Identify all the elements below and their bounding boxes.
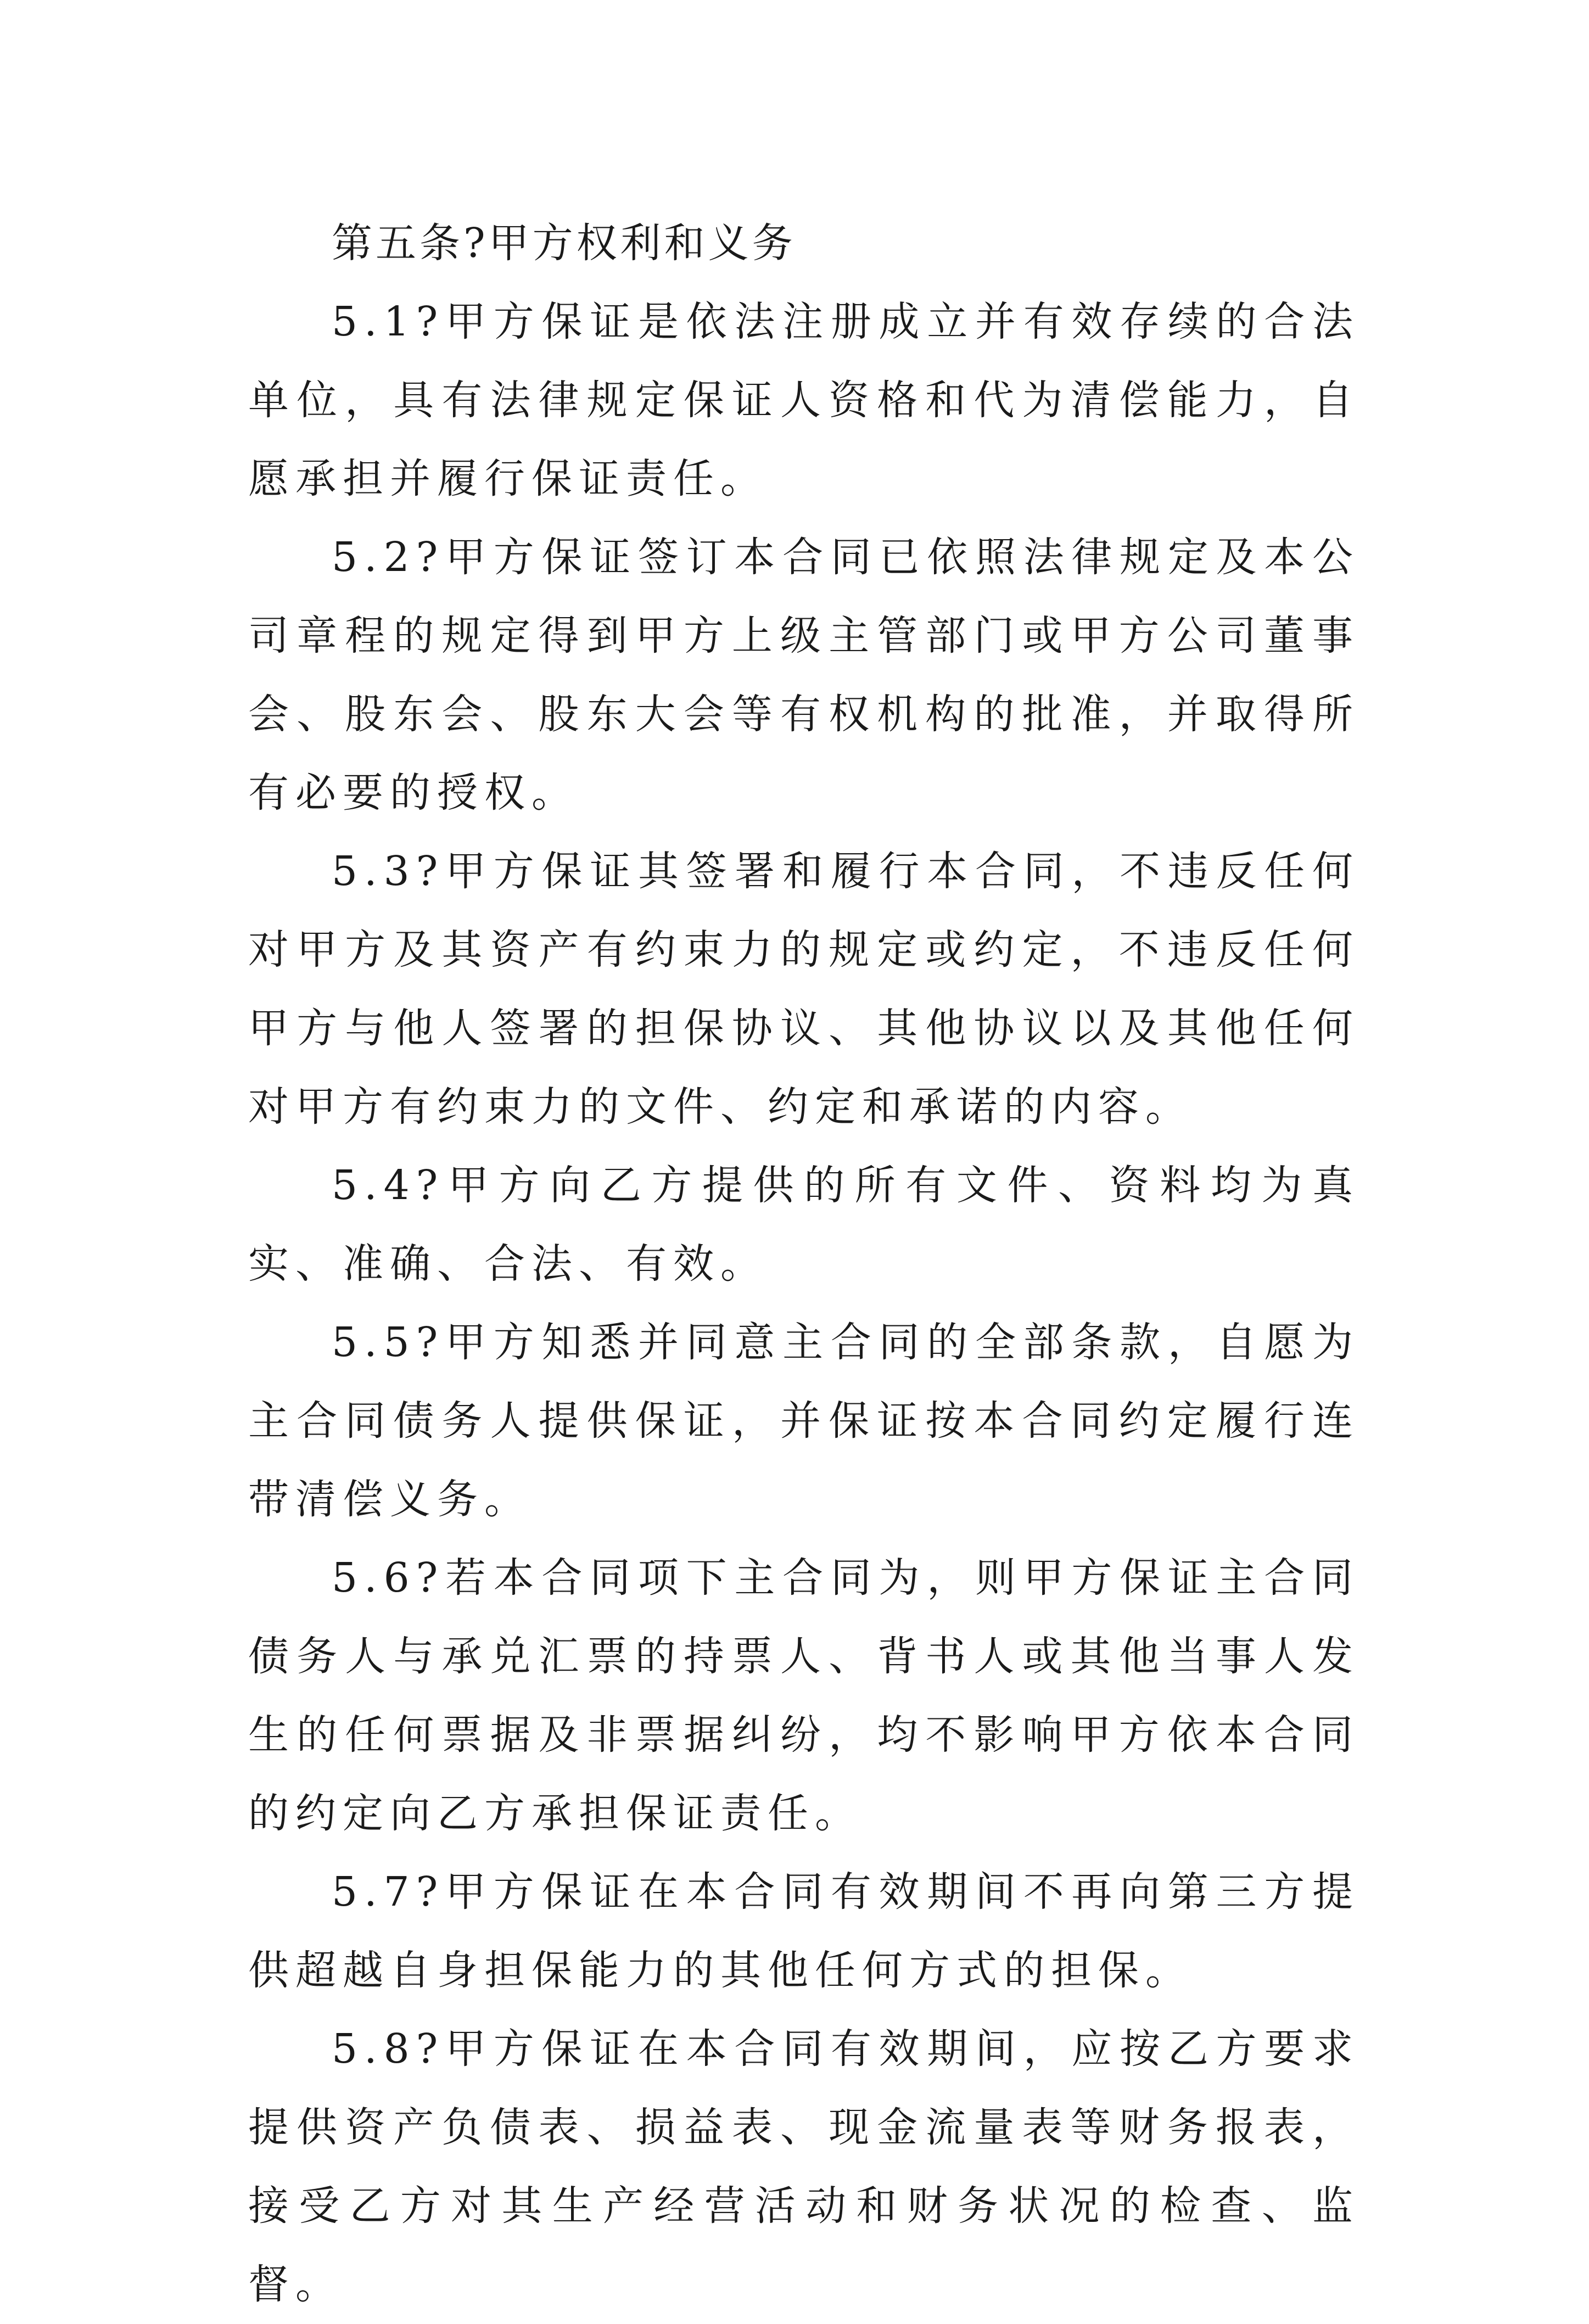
clause-5-6: 5.6?若本合同项下主合同为，则甲方保证主合同债务人与承兑汇票的持票人、背书人或其他当事人发生的任何票据及非票据纠纷，均不影响甲方依本合同的约定向乙方承担保证责任。 xyxy=(248,1554,1359,1837)
clause-5-2: 5.2?甲方保证签订本合同已依照法律规定及本公司章程的规定得到甲方上级主管部门或甲方公司董事会、股东会、股东大会等有权机构的批准，并取得所有必要的授权。 xyxy=(248,534,1359,816)
clause-5-8: 5.8?甲方保证在本合同有效期间，应按乙方要求提供资产负债表、损益表、现金流量表等财务报表，接受乙方对其生产经营活动和财务状况的检查、监督。 xyxy=(248,2025,1359,2308)
clause-5-5: 5.5?甲方知悉并同意主合同的全部条款，自愿为主合同债务人提供保证，并保证按本合同约定履行连带清偿义务。 xyxy=(248,1319,1359,1523)
document-body xyxy=(248,204,1359,2324)
clause-5-7: 5.7?甲方保证在本合同有效期间不再向第三方提供超越自身担保能力的其他任何方式的担保。 xyxy=(248,1868,1359,1994)
clause-5-4: 5.4?甲方向乙方提供的所有文件、资料均为真实、准确、合法、有效。 xyxy=(248,1162,1359,1287)
clause-5-1: 5.1?甲方保证是依法注册成立并有效存续的合法单位，具有法律规定保证人资格和代为清偿能力，自愿承担并履行保证责任。 xyxy=(248,298,1359,502)
article-heading: 第五条?甲方权利和义务 xyxy=(332,220,796,267)
clause-5-3: 5.3?甲方保证其签署和履行本合同，不违反任何对甲方及其资产有约束力的规定或约定，不违反任何甲方与他人签署的担保协议、其他协议以及其他任何对甲方有约束力的文件、约定和承诺的内容。 xyxy=(248,848,1359,1130)
